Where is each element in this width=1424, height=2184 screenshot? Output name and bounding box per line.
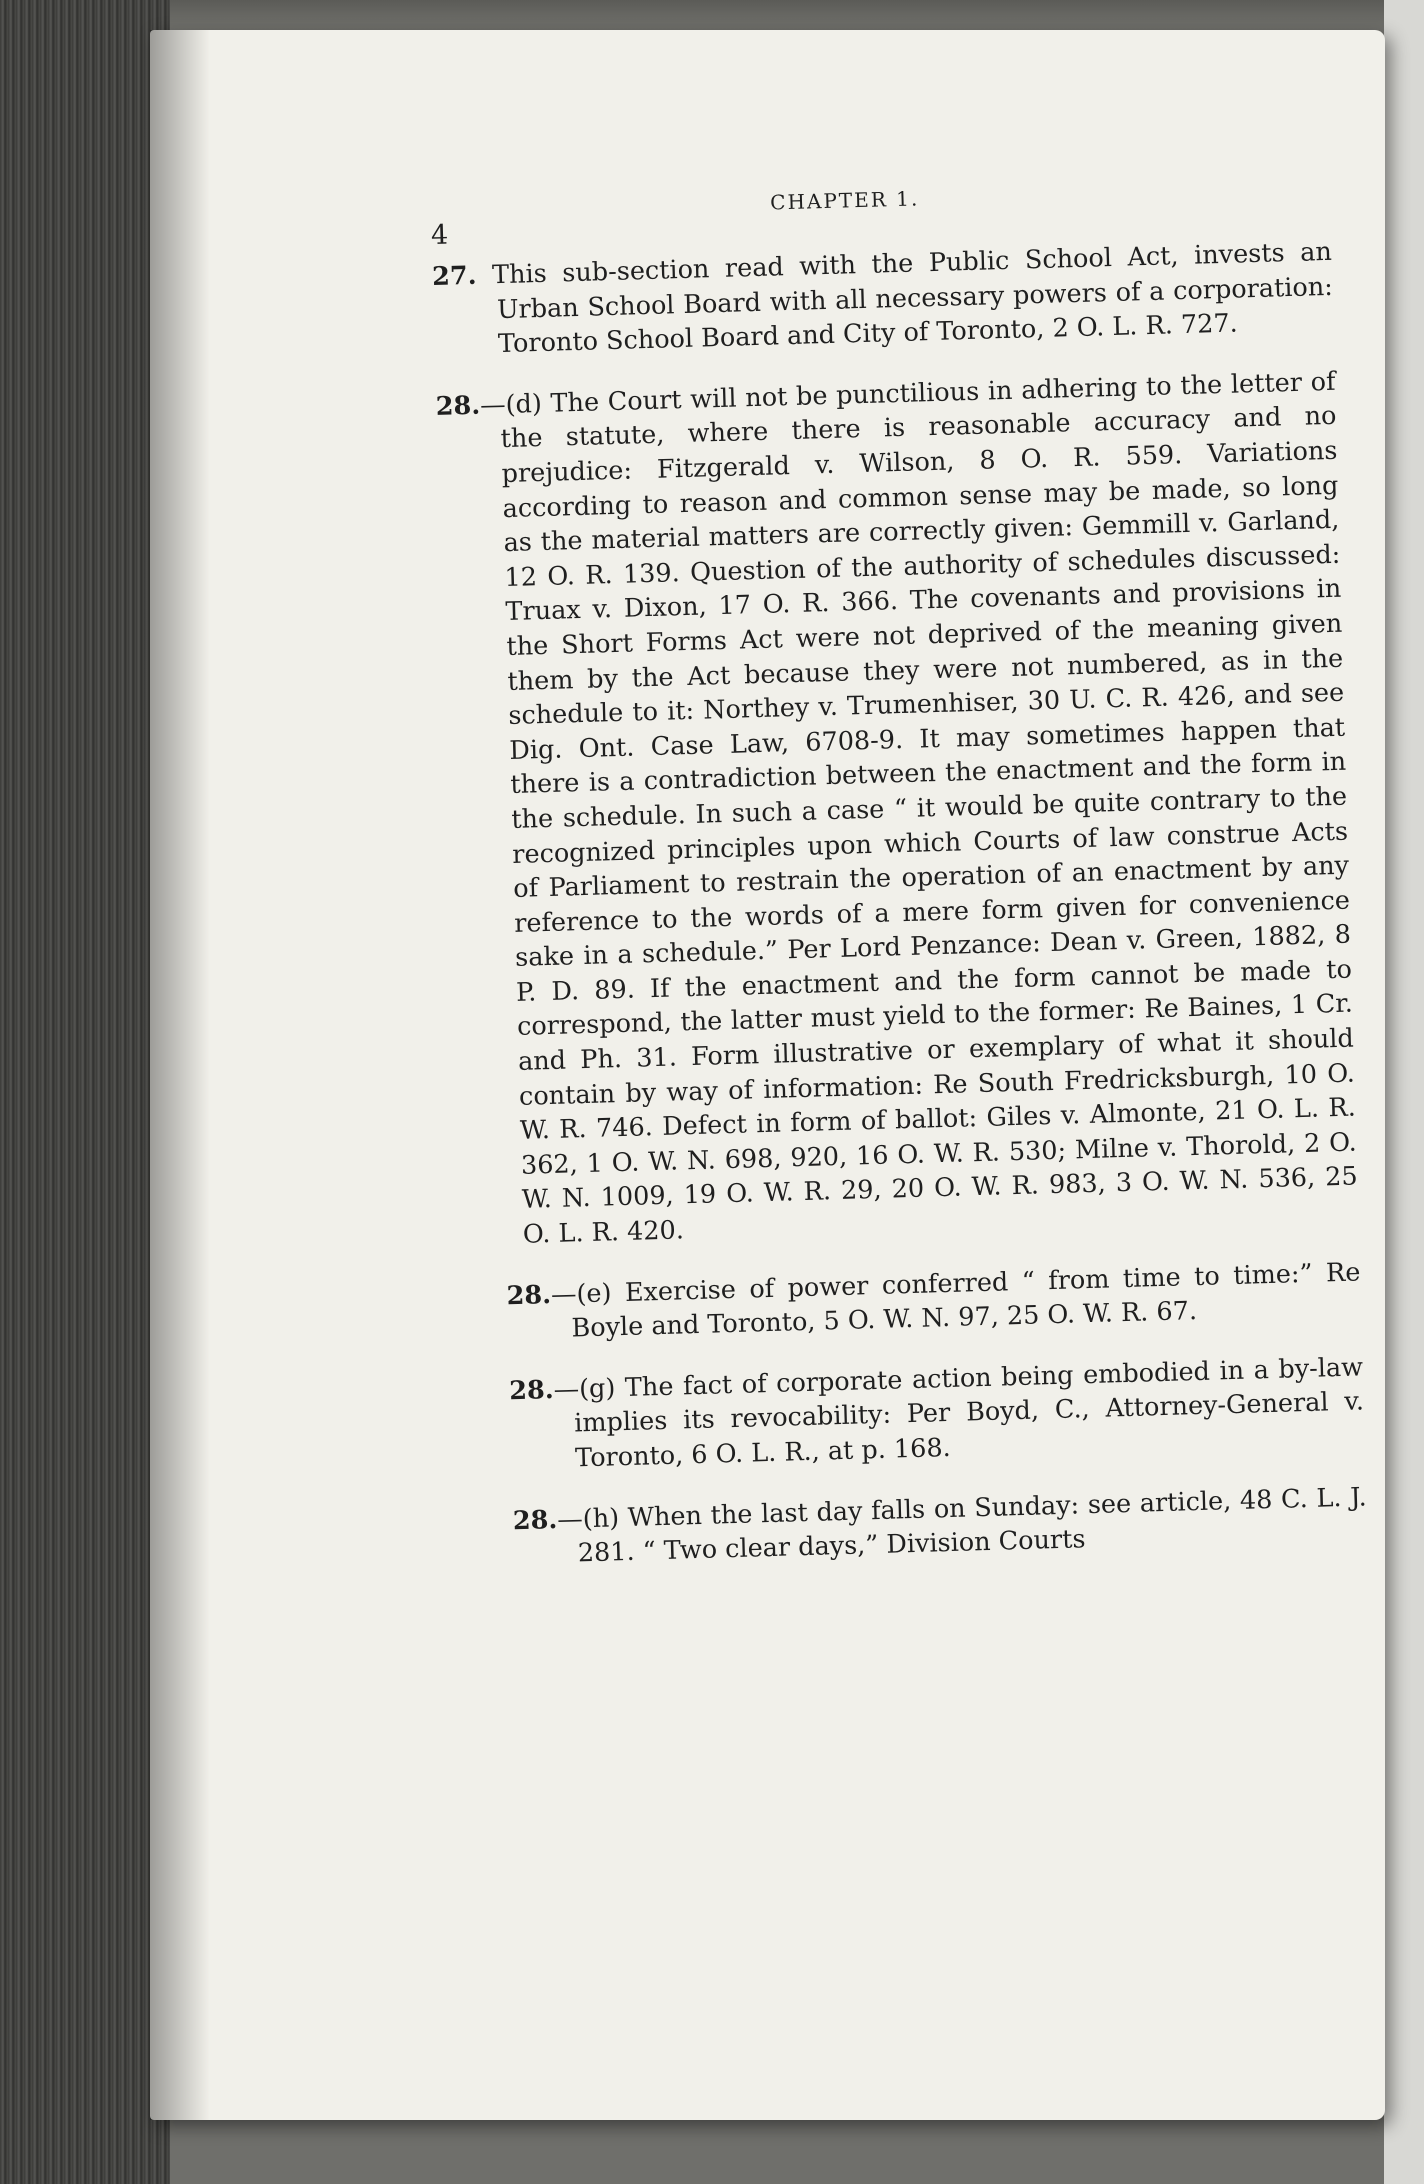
note-28-d (435, 365, 1359, 1255)
scan-border (1384, 0, 1424, 2184)
page-number: 4 (430, 219, 449, 251)
note-number: 28. (508, 1374, 555, 1407)
note-text: —(h) When the last day falls on Sunday: see article, 48 C. L. J. 281. “ Two clear days,” Division Courts (556, 1481, 1367, 1569)
note-number: 28. (512, 1504, 558, 1536)
note-28-h (512, 1480, 1368, 1573)
note-number: 28. (506, 1279, 552, 1311)
book-page-edges (0, 0, 170, 2184)
page-content (430, 175, 1369, 1600)
note-28-e (506, 1255, 1362, 1348)
note-text: —(g) The fact of corporate action being embodied in a by-law implies its revocability: Per Boyd, C., Attorney-General v. Toronto, 6 O. L. R., at p. 168. (553, 1352, 1365, 1474)
note-number: 27. (431, 260, 477, 292)
note-text: This sub-section read with the Public School Act, invests an Urban School Board with all necessary powers of a corporation: Toronto School Board and City of Toronto, 2 O. L. R. 727. (491, 236, 1334, 360)
note-28-g (509, 1350, 1366, 1478)
note-text: —(e) Exercise of power conferred “ from time to time:” Re Boyle and Toronto, 5 O. W. N. 97, 25 O. W. R. 67. (550, 1257, 1361, 1344)
note-text: —(d) The Court will not be punctilious in adhering to the letter of the statute, where there is reasonable accuracy and no prejudice: Fitzgerald v. Wilson, 8 O. R. 559. Variations according to reason and common sense may be made, so long as the material matters are correctly given: Gemmill v. Garland, 12 O. R. 139. Question of the authority of schedules discussed: Truax v. Dixon, 17 O. R. 366. The covenants and provisions in the Short Forms Act were not deprived of the meaning given them by the Act because they were not numbered, as in the schedule to it: Northey v. Trumenhiser, 30 U. C. R. 426, and see Dig. Ont. Case Law, 6708-9. It may sometimes happen that there is a contradiction between the enactment and the form in the schedule. In such a case “ it would be quite contrary to the recognized principles upon which Courts of law construe Acts of Parliament to restrain the operation of an enactment by any reference to the words of a mere form given for convenience sake in a schedule.” Per Lord Penzance: Dean v. Green, 1882, 8 P. D. 89. If the enactment and the form cannot be made to correspond, the latter must yield to the former: Re Baines, 1 Cr. and Ph. 31. Form illustrative or exemplary of what it should contain by way of information: Re South Fredricksburgh, 10 O. W. R. 746. Defect in form of ballot: Giles v. Almonte, 21 O. L. R. 362, 1 O. W. N. 698, 920, 16 O. W. R. 530; Milne v. Thorold, 2 O. W. N. 1009, 19 O. W. R. 29, 20 O. W. R. 983, 3 O. W. N. 536, 25 O. L. R. 420. (479, 366, 1359, 1250)
chapter-title: CHAPTER 1. (769, 186, 920, 215)
note-number: 28. (435, 390, 481, 422)
